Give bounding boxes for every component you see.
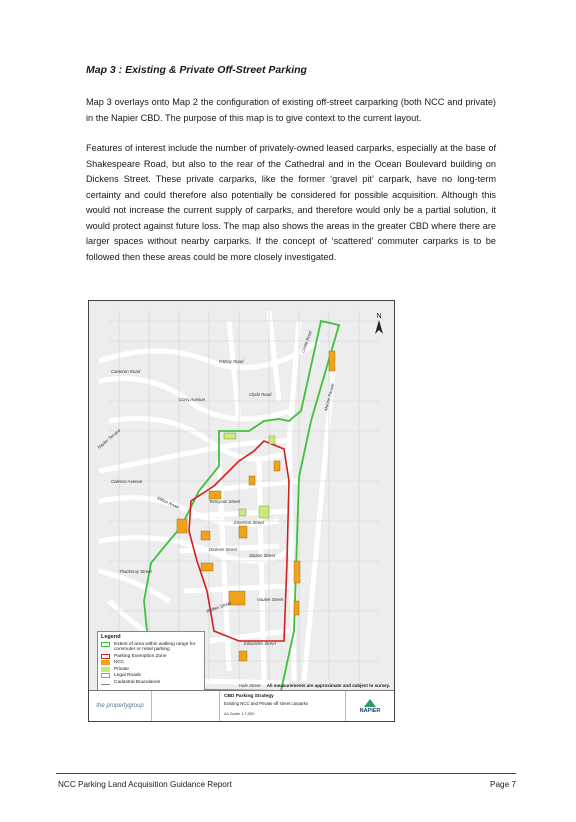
legend-item (101, 642, 201, 652)
map-legend (97, 631, 205, 699)
section-heading: Map 3 : Existing & Private Off-Street Parking (86, 64, 307, 76)
features-paragraph: Features of interest include the number of privately-owned leased carparks, especially at the base of Shakespeare Road, but also to the rear of the Cathedral and in the Ocean Boulevard building on Dickens Street. These private carparks, like the former ‘gravel pit’ carpark, have no long-term certainty and could therefore also potentially be considered for possible acquisition. Although this would not increase the current supply of carparks, and therefore would only be a partial solution, it would protect against future loss. The map also shows the areas in the greater CBD where there are larger spaces without nearby carparks. If the concept of ‘scattered’ commuter carparks is to be followed then these areas could be more closely investigated. (86, 143, 496, 262)
legend-label: NCC (114, 660, 125, 666)
parking-map (88, 300, 395, 722)
legend-item (101, 660, 201, 665)
legend-item (101, 654, 201, 659)
svg-text:Clyde Road: Clyde Road (249, 392, 272, 397)
svg-text:Coote Road: Coote Road (300, 330, 313, 354)
map-scale: A4 Scale 1:7,000 (224, 711, 255, 716)
map-title: CBD Parking Strategy (224, 694, 274, 699)
map-subtitle: Existing NCC and Private off street carparks (224, 701, 308, 706)
north-arrow-icon (374, 320, 384, 334)
napier-emblem-icon (363, 698, 377, 708)
title-block-main (220, 691, 346, 721)
legend-label: Extent of area within walking range for commuter or retail parking (114, 642, 196, 652)
legend-label: Private (114, 666, 129, 672)
svg-text:Milton Road: Milton Road (156, 495, 180, 510)
svg-text:Vautier Street: Vautier Street (257, 597, 284, 602)
footer-page-number: Page 7 (490, 780, 516, 789)
legend-label: Cadastral Boundaries (114, 679, 161, 685)
north-label: N (376, 313, 382, 320)
measurement-note: All measurements are approximate and subject to survey. (266, 683, 390, 688)
svg-text:Marine Parade: Marine Parade (323, 382, 336, 412)
title-block-notes (152, 691, 220, 721)
svg-text:Dickens Street: Dickens Street (209, 547, 237, 552)
svg-text:Colenso Avenue: Colenso Avenue (111, 479, 143, 484)
svg-text:Emerson Street: Emerson Street (234, 520, 264, 525)
svg-text:Cameron Road: Cameron Road (111, 369, 141, 374)
napier-logo (346, 691, 394, 721)
legend-item (101, 667, 201, 672)
napier-label: NAPIER (359, 708, 381, 714)
intro-paragraph: Map 3 overlays onto Map 2 the configuration of existing off-street carparking (both NCC and private) in the Napier CBD. The purpose of this map is to give context to the current layout. (86, 97, 496, 123)
svg-text:Station Street: Station Street (249, 553, 276, 558)
legend-label: Parking Exemption Zone (114, 653, 167, 659)
footer-report-title: NCC Parking Land Acquisition Guidance Report (58, 780, 232, 789)
legend-label: Legal Roads (114, 673, 141, 679)
svg-text:Thackeray Street: Thackeray Street (119, 569, 152, 574)
legend-item (101, 673, 201, 678)
svg-text:Edwardes Street: Edwardes Street (244, 641, 276, 646)
svg-text:Tennyson Street: Tennyson Street (209, 499, 241, 504)
svg-text:Napier Terrace: Napier Terrace (96, 427, 122, 450)
footer-divider (56, 773, 516, 774)
legend-title: Legend (101, 634, 121, 640)
property-group-logo: the propertygroup (89, 691, 152, 721)
svg-text:Corry Avenue: Corry Avenue (179, 397, 206, 402)
legend-item (101, 680, 201, 685)
svg-text:Fitzroy Road: Fitzroy Road (219, 359, 244, 364)
map-title-block (89, 690, 394, 721)
svg-text:Raffles Street: Raffles Street (205, 600, 232, 614)
svg-text:Hale Street: Hale Street (239, 683, 261, 688)
north-arrow (372, 313, 386, 335)
